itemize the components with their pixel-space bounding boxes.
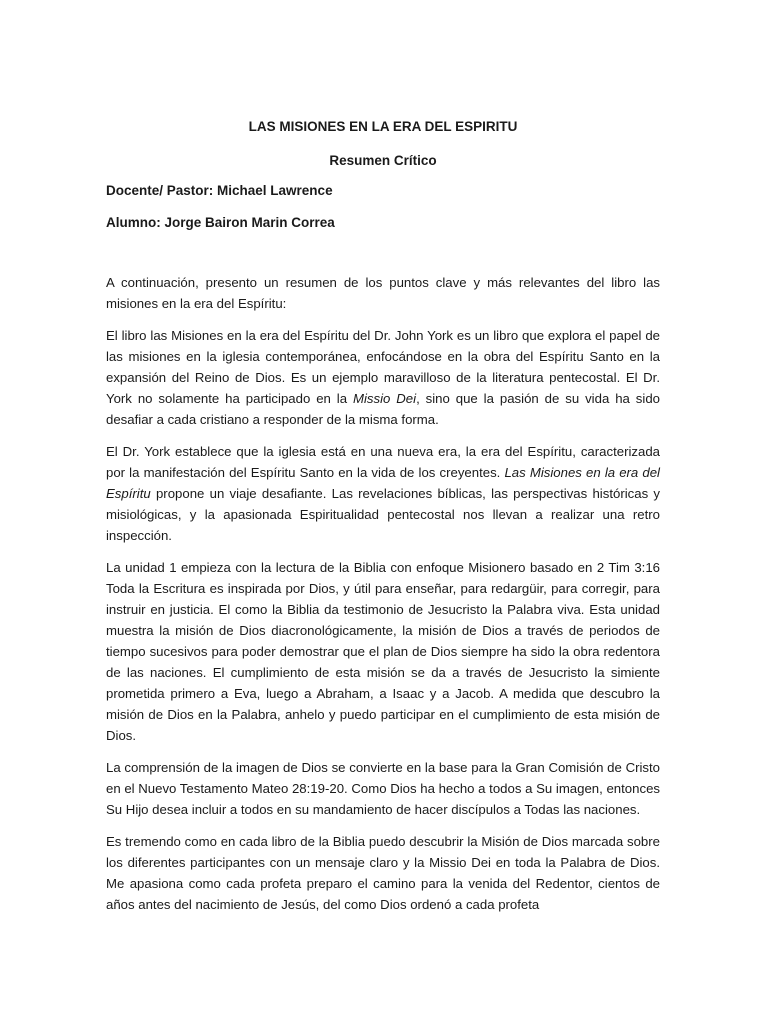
italic-text: Las Misiones en la era del Espíritu: [106, 465, 660, 501]
paragraph-new-era: [106, 441, 660, 546]
paragraph-text: El Dr. York establece que la iglesia está en una nueva era, la era del Espíritu, caracterizada por la manifestación del Espíritu Santo en la vida de los creyentes.: [106, 444, 660, 480]
document-title: LAS MISIONES EN LA ERA DEL ESPIRITU: [248, 119, 518, 134]
paragraph-image-of-god: La comprensión de la imagen de Dios se convierte en la base para la Gran Comisión de Cristo en el Nuevo Testamento Mateo 28:19-20. Como Dios ha hecho a todos a Su imagen, entonces Su Hijo desea incluir a todos en su mandamiento de hacer discípulos a Todas las naciones.: [106, 760, 660, 817]
paragraph-text: , sino que la pasión de su vida ha sido desafiar a cada cristiano a responder de la misma forma.: [106, 391, 660, 427]
paragraph-text: propone un viaje desafiante. Las revelaciones bíblicas, las perspectivas históricas y misiológicas, y la apasionada Espiritualidad pentecostal nos llevan a realizar una retro inspección.: [106, 486, 660, 543]
paragraph-unit-1: La unidad 1 empieza con la lectura de la Biblia con enfoque Misionero basado en 2 Tim 3:16 Toda la Escritura es inspirada por Dios, y útil para enseñar, para redargüir, para corregir, para instruir en justicia. El como la Biblia da testimonio de Jesucristo la Palabra viva. Esta unidad muestra la misión de Dios diacronológicamente, la misión de Dios a través de periodos de tiempo sucesivos para poder demostrar que el plan de Dios siempre ha sido la obra redentora de las naciones. El cumplimiento de esta misión se da a través de Jesucristo la simiente prometida primero a Eva, luego a Abraham, a Isaac y a Jacob. A medida que descubro la misión de Dios en la Palabra, anhelo y puedo participar en el cumplimiento de esta misión de Dios.: [106, 560, 660, 743]
italic-text: Missio Dei: [352, 391, 417, 406]
alumno-line: Alumno: Jorge Bairon Marin Correa: [106, 215, 335, 230]
docente-line: Docente/ Pastor: Michael Lawrence: [106, 183, 333, 198]
document-subtitle: Resumen Crítico: [329, 153, 437, 168]
paragraph-book-overview: [106, 325, 660, 430]
paragraph-intro: A continuación, presento un resumen de los puntos clave y más relevantes del libro las misiones en la era del Espíritu:: [106, 275, 660, 311]
paragraph-text: El libro las Misiones en la era del Espíritu del Dr. John York es un libro que explora el papel de las misiones en la iglesia contemporánea, enfocándose en la obra del Espíritu Santo en la expansión del Reino de Dios. Es un ejemplo maravilloso de la literatura pentecostal. El Dr. York no solamente ha participado en la: [106, 328, 660, 406]
document-page: [106, 118, 660, 926]
paragraph-prophets: Es tremendo como en cada libro de la Biblia puedo descubrir la Misión de Dios marcada sobre los diferentes participantes con un mensaje claro y la Missio Dei en toda la Palabra de Dios. Me apasiona como cada profeta preparo el camino para la venida del Redentor, cientos de años antes del nacimiento de Jesús, del como Dios ordenó a cada profeta: [106, 834, 660, 912]
